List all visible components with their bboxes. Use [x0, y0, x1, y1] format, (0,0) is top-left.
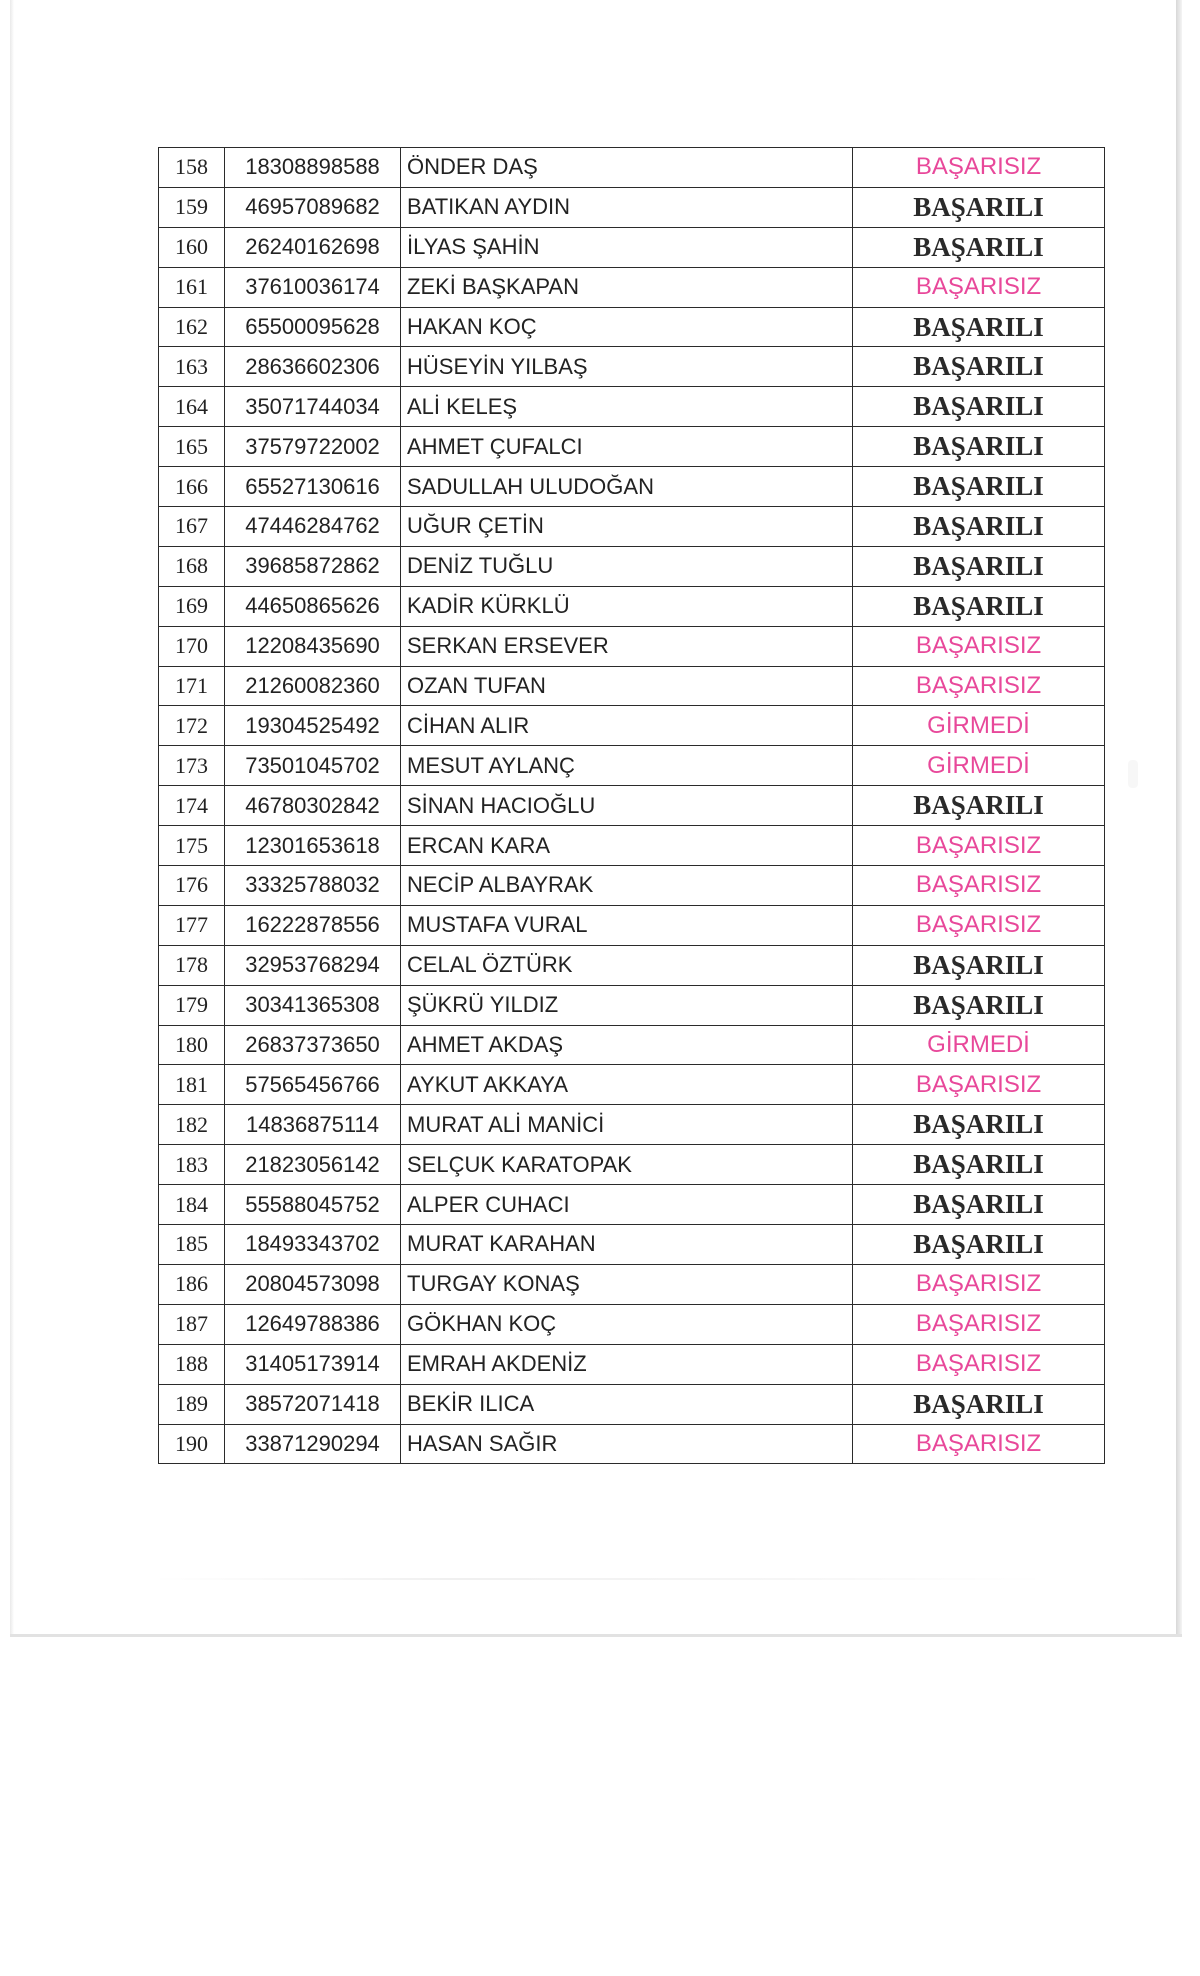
row-number-cell: 160: [159, 227, 225, 267]
row-number-cell: 158: [159, 148, 225, 188]
table-row: [159, 1065, 1105, 1105]
row-number-cell: 182: [159, 1105, 225, 1145]
result-status-cell: BAŞARISIZ: [853, 1304, 1105, 1344]
row-number-cell: 169: [159, 586, 225, 626]
row-number-cell: 168: [159, 546, 225, 586]
row-number-cell: 183: [159, 1145, 225, 1185]
row-number-cell: 172: [159, 706, 225, 746]
id-number-cell: 26240162698: [225, 227, 401, 267]
row-number-cell: 176: [159, 866, 225, 906]
table-row: [159, 1264, 1105, 1304]
row-number-cell: 167: [159, 507, 225, 547]
full-name-cell: ERCAN KARA: [401, 826, 853, 866]
result-status-cell: BAŞARILI: [853, 227, 1105, 267]
result-status-cell: BAŞARILI: [853, 1145, 1105, 1185]
row-number-cell: 184: [159, 1185, 225, 1225]
row-number-cell: 186: [159, 1264, 225, 1304]
page-right-edge: [1176, 0, 1182, 1636]
table-row: [159, 746, 1105, 786]
id-number-cell: 26837373650: [225, 1025, 401, 1065]
id-number-cell: 32953768294: [225, 945, 401, 985]
row-number-cell: 174: [159, 786, 225, 826]
full-name-cell: GÖKHAN KOÇ: [401, 1304, 853, 1344]
table-row: [159, 1344, 1105, 1384]
scan-artifact-speck: [1128, 760, 1138, 788]
row-number-cell: 161: [159, 267, 225, 307]
table-row: [159, 985, 1105, 1025]
result-status-cell: BAŞARISIZ: [853, 666, 1105, 706]
full-name-cell: ZEKİ BAŞKAPAN: [401, 267, 853, 307]
id-number-cell: 37610036174: [225, 267, 401, 307]
scan-artifact-line: [150, 1578, 1050, 1580]
full-name-cell: MURAT KARAHAN: [401, 1225, 853, 1265]
id-number-cell: 12649788386: [225, 1304, 401, 1344]
full-name-cell: ALPER CUHACI: [401, 1185, 853, 1225]
full-name-cell: NECİP ALBAYRAK: [401, 866, 853, 906]
row-number-cell: 181: [159, 1065, 225, 1105]
result-status-cell: BAŞARISIZ: [853, 1344, 1105, 1384]
table-row: [159, 427, 1105, 467]
full-name-cell: UĞUR ÇETİN: [401, 507, 853, 547]
row-number-cell: 180: [159, 1025, 225, 1065]
table-row: [159, 187, 1105, 227]
table-row: [159, 467, 1105, 507]
full-name-cell: TURGAY KONAŞ: [401, 1264, 853, 1304]
full-name-cell: MURAT ALİ MANİCİ: [401, 1105, 853, 1145]
row-number-cell: 163: [159, 347, 225, 387]
id-number-cell: 55588045752: [225, 1185, 401, 1225]
table-row: [159, 1105, 1105, 1145]
full-name-cell: OZAN TUFAN: [401, 666, 853, 706]
full-name-cell: SİNAN HACIOĞLU: [401, 786, 853, 826]
id-number-cell: 47446284762: [225, 507, 401, 547]
result-status-cell: BAŞARILI: [853, 586, 1105, 626]
full-name-cell: EMRAH AKDENİZ: [401, 1344, 853, 1384]
result-status-cell: BAŞARISIZ: [853, 267, 1105, 307]
result-status-cell: BAŞARILI: [853, 507, 1105, 547]
full-name-cell: AHMET AKDAŞ: [401, 1025, 853, 1065]
result-status-cell: BAŞARILI: [853, 985, 1105, 1025]
id-number-cell: 65500095628: [225, 307, 401, 347]
table-row: [159, 1225, 1105, 1265]
table-row: [159, 826, 1105, 866]
full-name-cell: HÜSEYİN YILBAŞ: [401, 347, 853, 387]
table-row: [159, 267, 1105, 307]
table-row: [159, 905, 1105, 945]
full-name-cell: MESUT AYLANÇ: [401, 746, 853, 786]
table-row: [159, 227, 1105, 267]
row-number-cell: 170: [159, 626, 225, 666]
table-row: [159, 148, 1105, 188]
result-status-cell: BAŞARILI: [853, 467, 1105, 507]
full-name-cell: ŞÜKRÜ YILDIZ: [401, 985, 853, 1025]
result-status-cell: GİRMEDİ: [853, 746, 1105, 786]
full-name-cell: ÖNDER DAŞ: [401, 148, 853, 188]
row-number-cell: 189: [159, 1384, 225, 1424]
full-name-cell: KADİR KÜRKLÜ: [401, 586, 853, 626]
row-number-cell: 179: [159, 985, 225, 1025]
id-number-cell: 21823056142: [225, 1145, 401, 1185]
row-number-cell: 159: [159, 187, 225, 227]
full-name-cell: BEKİR ILICA: [401, 1384, 853, 1424]
result-status-cell: BAŞARILI: [853, 786, 1105, 826]
id-number-cell: 65527130616: [225, 467, 401, 507]
table-row: [159, 347, 1105, 387]
full-name-cell: CİHAN ALIR: [401, 706, 853, 746]
result-status-cell: BAŞARILI: [853, 1225, 1105, 1265]
full-name-cell: AHMET ÇUFALCI: [401, 427, 853, 467]
result-status-cell: BAŞARISIZ: [853, 1065, 1105, 1105]
result-status-cell: BAŞARILI: [853, 546, 1105, 586]
id-number-cell: 20804573098: [225, 1264, 401, 1304]
result-status-cell: BAŞARILI: [853, 1105, 1105, 1145]
id-number-cell: 12301653618: [225, 826, 401, 866]
result-status-cell: BAŞARISIZ: [853, 1264, 1105, 1304]
result-status-cell: GİRMEDİ: [853, 706, 1105, 746]
row-number-cell: 166: [159, 467, 225, 507]
full-name-cell: HASAN SAĞIR: [401, 1424, 853, 1464]
full-name-cell: CELAL ÖZTÜRK: [401, 945, 853, 985]
id-number-cell: 35071744034: [225, 387, 401, 427]
table-row: [159, 1185, 1105, 1225]
results-table-body: [159, 148, 1105, 1464]
id-number-cell: 37579722002: [225, 427, 401, 467]
result-status-cell: BAŞARILI: [853, 427, 1105, 467]
row-number-cell: 175: [159, 826, 225, 866]
table-row: [159, 706, 1105, 746]
result-status-cell: BAŞARILI: [853, 347, 1105, 387]
id-number-cell: 14836875114: [225, 1105, 401, 1145]
full-name-cell: DENİZ TUĞLU: [401, 546, 853, 586]
table-row: [159, 1145, 1105, 1185]
full-name-cell: İLYAS ŞAHİN: [401, 227, 853, 267]
table-row: [159, 307, 1105, 347]
id-number-cell: 19304525492: [225, 706, 401, 746]
full-name-cell: ALİ KELEŞ: [401, 387, 853, 427]
id-number-cell: 44650865626: [225, 586, 401, 626]
result-status-cell: BAŞARISIZ: [853, 1424, 1105, 1464]
id-number-cell: 30341365308: [225, 985, 401, 1025]
result-status-cell: BAŞARISIZ: [853, 866, 1105, 906]
row-number-cell: 177: [159, 905, 225, 945]
table-row: [159, 586, 1105, 626]
row-number-cell: 171: [159, 666, 225, 706]
row-number-cell: 188: [159, 1344, 225, 1384]
table-row: [159, 666, 1105, 706]
row-number-cell: 185: [159, 1225, 225, 1265]
id-number-cell: 39685872862: [225, 546, 401, 586]
result-status-cell: BAŞARILI: [853, 307, 1105, 347]
page-left-edge: [10, 0, 14, 1636]
full-name-cell: SADULLAH ULUDOĞAN: [401, 467, 853, 507]
result-status-cell: BAŞARILI: [853, 1384, 1105, 1424]
id-number-cell: 46957089682: [225, 187, 401, 227]
full-name-cell: HAKAN KOÇ: [401, 307, 853, 347]
result-status-cell: BAŞARISIZ: [853, 626, 1105, 666]
result-status-cell: BAŞARILI: [853, 945, 1105, 985]
row-number-cell: 190: [159, 1424, 225, 1464]
table-row: [159, 786, 1105, 826]
row-number-cell: 165: [159, 427, 225, 467]
full-name-cell: AYKUT AKKAYA: [401, 1065, 853, 1105]
row-number-cell: 162: [159, 307, 225, 347]
id-number-cell: 21260082360: [225, 666, 401, 706]
table-row: [159, 1424, 1105, 1464]
full-name-cell: BATIKAN AYDIN: [401, 187, 853, 227]
table-row: [159, 546, 1105, 586]
table-row: [159, 626, 1105, 666]
result-status-cell: BAŞARISIZ: [853, 905, 1105, 945]
id-number-cell: 18308898588: [225, 148, 401, 188]
page-bottom-edge: [10, 1634, 1182, 1637]
result-status-cell: BAŞARISIZ: [853, 826, 1105, 866]
id-number-cell: 33871290294: [225, 1424, 401, 1464]
id-number-cell: 31405173914: [225, 1344, 401, 1384]
result-status-cell: BAŞARILI: [853, 187, 1105, 227]
id-number-cell: 16222878556: [225, 905, 401, 945]
id-number-cell: 28636602306: [225, 347, 401, 387]
result-status-cell: BAŞARILI: [853, 387, 1105, 427]
row-number-cell: 173: [159, 746, 225, 786]
results-table: [158, 147, 1105, 1464]
id-number-cell: 73501045702: [225, 746, 401, 786]
table-row: [159, 1025, 1105, 1065]
id-number-cell: 18493343702: [225, 1225, 401, 1265]
id-number-cell: 33325788032: [225, 866, 401, 906]
table-row: [159, 507, 1105, 547]
id-number-cell: 38572071418: [225, 1384, 401, 1424]
id-number-cell: 12208435690: [225, 626, 401, 666]
table-row: [159, 387, 1105, 427]
full-name-cell: MUSTAFA VURAL: [401, 905, 853, 945]
full-name-cell: SERKAN ERSEVER: [401, 626, 853, 666]
result-status-cell: GİRMEDİ: [853, 1025, 1105, 1065]
table-row: [159, 945, 1105, 985]
result-status-cell: BAŞARISIZ: [853, 148, 1105, 188]
id-number-cell: 46780302842: [225, 786, 401, 826]
result-status-cell: BAŞARILI: [853, 1185, 1105, 1225]
full-name-cell: SELÇUK KARATOPAK: [401, 1145, 853, 1185]
table-row: [159, 1384, 1105, 1424]
row-number-cell: 164: [159, 387, 225, 427]
row-number-cell: 187: [159, 1304, 225, 1344]
table-row: [159, 866, 1105, 906]
row-number-cell: 178: [159, 945, 225, 985]
table-row: [159, 1304, 1105, 1344]
id-number-cell: 57565456766: [225, 1065, 401, 1105]
